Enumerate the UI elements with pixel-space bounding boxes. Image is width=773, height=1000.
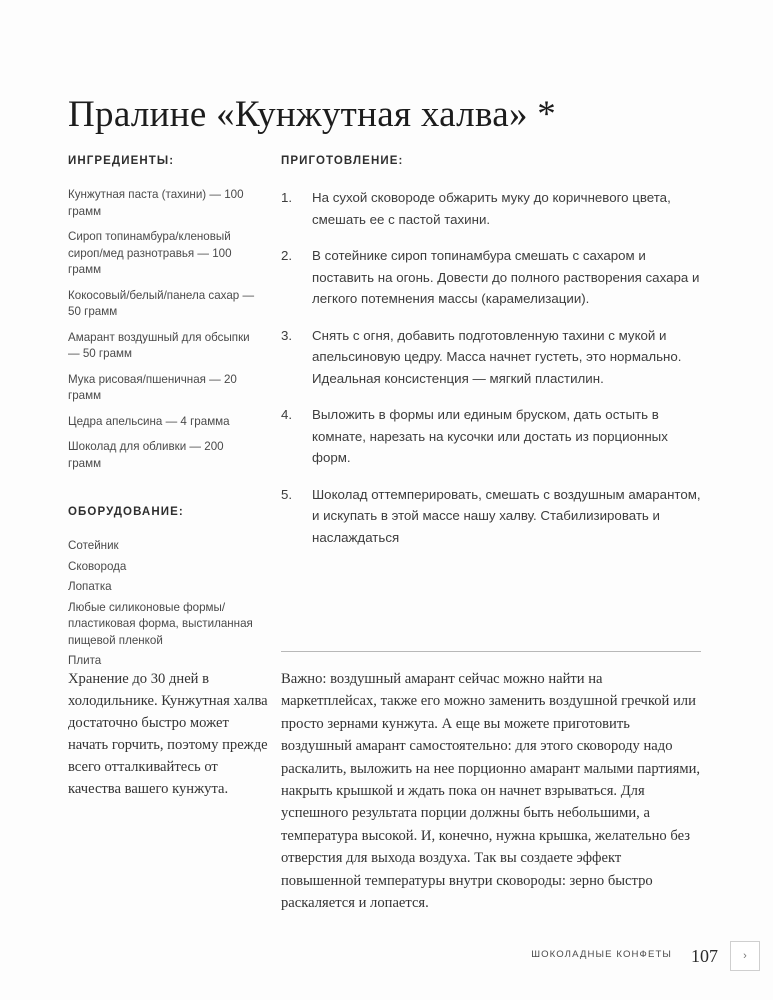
right-column: [281, 155, 701, 563]
step-text: В сотейнике сироп топинамбура смешать с сахаром и поставить на огонь. Довести до полного растворения сахара и легкого потемнения массы (карамелизации).: [312, 248, 700, 306]
step-text: На сухой сковороде обжарить муку до коричневого цвета, смешать ее с пастой тахини.: [312, 190, 671, 227]
list-item: [281, 187, 701, 230]
list-item: [281, 325, 701, 390]
step-number: 1.: [281, 190, 293, 205]
important-note: Важно: воздушный амарант сейчас можно найти на маркетплейсах, также его можно заменить воздушной гречкой или просто зернами кунжута. А еще вы можете приготовить воздушный амарант самостоятельно: для этого сковороду надо раскалить, выложить на нее порционно амарант малыми партиями, накрыть крышкой и ждать пока он начнет взрываться. Для успешного результата порции должны быть небольшими, а температура высокой. И, конечно, нужна крышка, желательно без отверстия для выхода воздуха. Так вы создаете эффект повышенной температуры внутри сковороды: зерно быстро раскаляется и лопается.: [281, 671, 701, 912]
equipment-heading: ОБОРУДОВАНИЕ:: [68, 506, 184, 518]
step-text: Выложить в формы или единым бруском, дать остыть в комнате, нарезать на кусочки или достать из порционных форм.: [312, 407, 668, 465]
step-number: 4.: [281, 407, 293, 422]
step-number: 3.: [281, 327, 293, 343]
list-item: Сковорода: [68, 559, 127, 573]
list-item: Сироп топинамбура/кленовый сироп/мед разнотравья — 100 грамм: [68, 230, 232, 276]
left-column: [68, 155, 258, 674]
storage-note: Хранение до 30 дней в холодильнике. Кунжутная халва достаточно быстро может начать горчить, поэтому прежде всего отталкивайтесь от качества вашего кунжута.: [68, 671, 268, 797]
list-item: Любые силиконовые формы/пластиковая форма, выстиланная пищевой пленкой: [68, 600, 253, 647]
step-text: Шоколад оттемперировать, смешать с воздушным амарантом, и искупать в этой массе нашу халву. Стабилизировать и наслаждаться: [312, 486, 701, 545]
ingredients-list: [68, 187, 258, 472]
step-number: 2.: [281, 248, 293, 263]
page-title: Пралине «Кунжутная халва» *: [68, 93, 557, 135]
list-item: Мука рисовая/пшеничная — 20 грамм: [68, 372, 237, 402]
page-number: 107: [691, 946, 718, 966]
step-number: 5.: [281, 486, 293, 502]
list-item: Плита: [68, 654, 102, 667]
footer-chapter-label: ШОКОЛАДНЫЕ КОНФЕТЫ: [531, 949, 672, 960]
next-page-button[interactable]: [730, 941, 760, 971]
list-item: Кокосовый/белый/панела сахар — 50 грамм: [68, 288, 255, 318]
divider: [281, 651, 701, 652]
list-item: Шоколад для обливки — 200 грамм: [68, 440, 224, 470]
list-item: [281, 245, 701, 310]
list-item: Кунжутная паста (тахини) — 100 грамм: [68, 188, 244, 218]
method-heading: ПРИГОТОВЛЕНИЕ:: [281, 155, 404, 167]
list-item: [281, 404, 701, 469]
list-item: [281, 484, 701, 549]
ingredients-heading: ИНГРЕДИЕНТЫ:: [68, 155, 175, 167]
steps-list: [281, 187, 701, 548]
chevron-right-icon: ›: [743, 950, 747, 962]
list-item: Амарант воздушный для обсыпки — 50 грамм: [68, 330, 250, 360]
equipment-list: [68, 538, 258, 670]
step-text: Снять с огня, добавить подготовленную тахини с мукой и апельсиновую цедру. Масса начнет густеть, это нормально. Идеальная консистенция — мягкий пластилин.: [312, 327, 682, 386]
list-item: Цедра апельсина — 4 грамма: [68, 414, 230, 428]
list-item: Лопатка: [68, 580, 112, 593]
list-item: Сотейник: [68, 539, 119, 552]
